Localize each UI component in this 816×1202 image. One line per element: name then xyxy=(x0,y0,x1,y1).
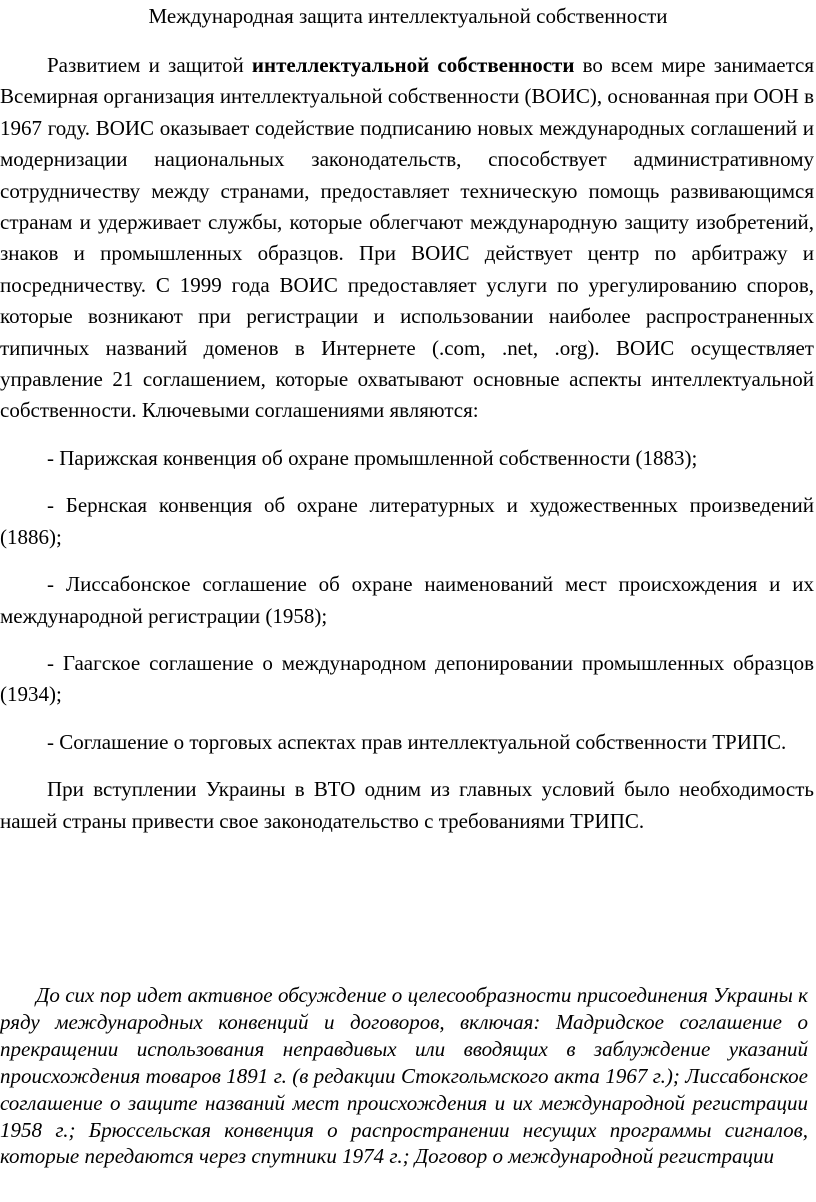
agreement-item: - Соглашение о торговых аспектах прав интеллектуальной собственности ТРИПС. xyxy=(47,729,787,754)
agreement-item: - Гаагское соглашение о международном депонировании промышленных образцов (1934); xyxy=(0,650,814,707)
document-title: Международная защита интеллектуальной собственности xyxy=(148,4,668,28)
agreement-item: - Парижская конвенция об охране промышленной собственности (1883); xyxy=(47,445,698,470)
document-body xyxy=(0,50,814,837)
ukraine-paragraph: При вступлении Украины в ВТО одним из главных условий было необходимость нашей страны привести свое законодательство с требованиями ТРИПС. xyxy=(0,777,814,833)
italic-paragraph: До сих пор идет активное обсуждение о целесообразности присоединения Украины к ряду международных конвенций и договоров, включая: Мадридское соглашение о прекращении использования неправдивых или вводящих в заблуждение указаний происхождения товаров 1891 г. (в редакции Стокгольмского акта 1967 г.); Лиссабонское соглашение о защите названий мест происхождения и их международной регистрации 1958 г.; Брюссельская конвенция о распространении несущих программы сигналов, которые передаются через спутники 1974 г.; Договор о международной регистрации xyxy=(0,983,808,1169)
intro-paragraph xyxy=(0,50,814,427)
intro-rest: во всем мире занимается Всемирная организация интеллектуальной собственности (ВОИС), основанная при ООН в 1967 году. ВОИС оказывает содействие подписанию новых международных соглашений и модернизации национальных законодательств, способствует административному сотрудничеству между странами, предоставляет техническую помощь развивающимся странам и удерживает службы, которые облегчают международную защиту изобретений, знаков и промышленных образцов. При ВОИС действует центр по арбитражу и посредничеству. С 1999 года ВОИС предоставляет услуги по урегулированию споров, которые возникают при регистрации и использовании наиболее распространенных типичных названий доменов в Интернете (.com, .net, .org). ВОИС осуществляет управление 21 соглашением, которые охватывают основные аспекты интеллектуальной собственности. Ключевыми соглашениями являются: xyxy=(0,53,814,423)
intro-lead: Развитием и защитой xyxy=(47,53,252,77)
agreement-item: - Лиссабонское соглашение об охране наименований мест происхождения и их международной регистрации (1958); xyxy=(0,572,814,628)
intro-bold-term: интеллектуальной собственности xyxy=(251,53,575,77)
agreement-item: - Бернская конвенция об охране литературных и художественных произведений (1886); xyxy=(0,493,814,549)
